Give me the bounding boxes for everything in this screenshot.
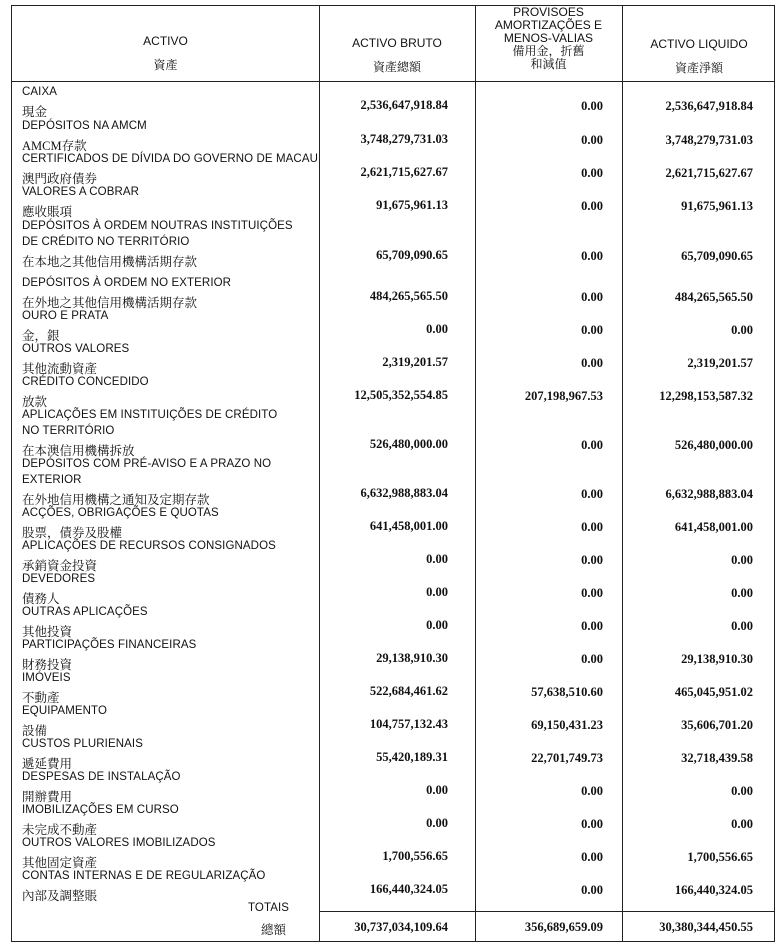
row-label-zh: 未完成不動產 bbox=[22, 823, 98, 837]
row-activo-bruto: 29,138,910.30 bbox=[376, 651, 448, 665]
row-label-zh: 遞延費用 bbox=[22, 757, 73, 771]
row-label-pt: APLICAÇÕES DE RECURSOS CONSIGNADOS bbox=[22, 540, 276, 552]
row-provisoes: 207,198,967.53 bbox=[524, 389, 603, 403]
row-label-pt: EXTERIOR bbox=[22, 474, 82, 486]
header-bruto-pt: ACTIVO BRUTO bbox=[352, 36, 442, 50]
row-label-pt: APLICAÇÕES EM INSTITUIÇÕES DE CRÉDITO bbox=[22, 409, 278, 421]
row-activo-bruto: 0.00 bbox=[426, 322, 448, 336]
row-label-zh: 金，銀 bbox=[22, 329, 60, 343]
totals-provisoes: 356,689,659.09 bbox=[524, 920, 603, 934]
row-activo-liquido: 0.00 bbox=[731, 817, 753, 831]
row-label-zh: 股票，債券及股權 bbox=[22, 526, 123, 540]
row-label-pt: DEPÓSITOS À ORDEM NOUTRAS INSTITUIÇÕES bbox=[22, 220, 293, 232]
header-prov-pt-1: PROVISOES bbox=[513, 5, 584, 19]
totals-activo-bruto: 30,737,034,109.64 bbox=[354, 920, 448, 934]
row-label-zh: 在外地之其他信用機構活期存款 bbox=[22, 296, 198, 310]
row-activo-bruto: 6,632,988,883.04 bbox=[360, 486, 448, 500]
row-activo-liquido: 641,458,001.00 bbox=[674, 520, 753, 534]
row-provisoes: 0.00 bbox=[581, 553, 603, 567]
row-provisoes: 57,638,510.60 bbox=[531, 685, 603, 699]
header-prov-zh-1: 備用金，折舊 bbox=[512, 44, 585, 58]
row-activo-liquido: 0.00 bbox=[731, 323, 753, 337]
row-label-pt: EQUIPAMENTO bbox=[22, 705, 108, 717]
row-label-pt: CERTIFICADOS DE DÍVIDA DO GOVERNO DE MACAU bbox=[22, 153, 319, 165]
row-activo-liquido: 3,748,279,731.03 bbox=[665, 133, 753, 147]
row-provisoes: 0.00 bbox=[581, 883, 603, 897]
row-label-pt: DEPÓSITOS COM PRÉ-AVISO E A PRAZO NO bbox=[22, 458, 272, 470]
row-label-zh: 承銷資金投資 bbox=[22, 559, 98, 573]
header-prov-zh-2: 和減值 bbox=[530, 57, 567, 71]
row-activo-liquido: 2,536,647,918.84 bbox=[665, 99, 753, 113]
row-label-zh: 澳門政府債券 bbox=[22, 172, 98, 186]
row-activo-liquido: 465,045,951.02 bbox=[674, 685, 753, 699]
row-activo-bruto: 0.00 bbox=[426, 552, 448, 566]
row-activo-bruto: 2,536,647,918.84 bbox=[360, 98, 448, 112]
row-activo-bruto: 641,458,001.00 bbox=[369, 519, 448, 533]
balance-sheet-table bbox=[11, 5, 775, 942]
header-activo-zh: 資產 bbox=[153, 58, 178, 72]
row-activo-liquido: 484,265,565.50 bbox=[674, 290, 753, 304]
row-provisoes: 0.00 bbox=[581, 133, 603, 147]
row-activo-bruto: 484,265,565.50 bbox=[369, 289, 448, 303]
totals-label-pt: TOTAIS bbox=[248, 902, 290, 914]
row-activo-bruto: 0.00 bbox=[426, 585, 448, 599]
row-label-pt: CONTAS INTERNAS E DE REGULARIZAÇÃO bbox=[22, 870, 266, 882]
row-activo-bruto: 104,757,132.43 bbox=[369, 717, 448, 731]
header-activo-bruto bbox=[319, 36, 475, 75]
row-label-zh: 債務人 bbox=[22, 592, 60, 606]
row-label-zh: 應收賬項 bbox=[22, 205, 73, 219]
row-label-zh: 放款 bbox=[22, 395, 48, 409]
row-provisoes: 0.00 bbox=[581, 356, 603, 370]
row-activo-liquido: 6,632,988,883.04 bbox=[665, 487, 753, 501]
row-label-pt: DEPÓSITOS À ORDEM NO EXTERIOR bbox=[22, 277, 232, 289]
header-activo-pt: ACTIVO bbox=[143, 34, 188, 48]
row-provisoes: 0.00 bbox=[581, 166, 603, 180]
header-bruto-zh: 資產總額 bbox=[372, 60, 421, 74]
row-provisoes: 0.00 bbox=[581, 784, 603, 798]
row-activo-bruto: 2,319,201.57 bbox=[382, 355, 448, 369]
row-activo-bruto: 522,684,461.62 bbox=[369, 684, 448, 698]
row-provisoes: 0.00 bbox=[581, 199, 603, 213]
row-label-pt: PARTICIPAÇÕES FINANCEIRAS bbox=[22, 639, 197, 651]
row-provisoes: 69,150,431.23 bbox=[531, 718, 603, 732]
totals-label-zh: 總額 bbox=[261, 923, 287, 937]
row-label-zh: 開辦費用 bbox=[22, 790, 73, 804]
row-activo-liquido: 12,298,153,587.32 bbox=[659, 389, 753, 403]
row-label-zh: AMCM存款 bbox=[22, 139, 87, 153]
row-activo-liquido: 2,319,201.57 bbox=[687, 356, 753, 370]
row-label-pt: IMOBILIZAÇÕES EM CURSO bbox=[22, 804, 179, 816]
row-activo-bruto: 0.00 bbox=[426, 783, 448, 797]
row-activo-liquido: 526,480,000.00 bbox=[674, 438, 753, 452]
header-liquido-zh: 資產淨額 bbox=[674, 61, 723, 75]
header-liquido-pt: ACTIVO LIQUIDO bbox=[650, 37, 748, 51]
row-label-pt: NO TERRITÓRIO bbox=[22, 425, 115, 437]
row-label-pt: CAIXA bbox=[22, 86, 58, 98]
row-label-pt: CUSTOS PLURIENAIS bbox=[22, 738, 143, 750]
row-activo-liquido: 91,675,961.13 bbox=[681, 199, 753, 213]
row-label-pt: OUTROS VALORES IMOBILIZADOS bbox=[22, 837, 216, 849]
row-label-zh: 在本澳信用機構拆放 bbox=[22, 444, 135, 458]
row-activo-liquido: 0.00 bbox=[731, 586, 753, 600]
row-label-pt: OUTROS VALORES bbox=[22, 343, 130, 355]
totals-divider bbox=[319, 911, 774, 912]
row-label-pt: CRÉDITO CONCEDIDO bbox=[22, 376, 149, 388]
row-provisoes: 0.00 bbox=[581, 817, 603, 831]
row-provisoes: 0.00 bbox=[581, 99, 603, 113]
row-label-pt: DEVEDORES bbox=[22, 573, 96, 585]
row-label-pt: DESPESAS DE INSTALAÇÃO bbox=[22, 771, 181, 783]
row-activo-bruto: 166,440,324.05 bbox=[369, 882, 448, 896]
row-label-zh: 在本地之其他信用機構活期存款 bbox=[22, 255, 198, 269]
row-provisoes: 22,701,749.73 bbox=[531, 751, 603, 765]
row-provisoes: 0.00 bbox=[581, 323, 603, 337]
row-label-zh: 設備 bbox=[22, 724, 48, 738]
row-activo-liquido: 1,700,556.65 bbox=[687, 850, 753, 864]
row-activo-liquido: 2,621,715,627.67 bbox=[665, 166, 753, 180]
totals-activo-liquido: 30,380,344,450.55 bbox=[659, 920, 753, 934]
row-activo-liquido: 35,606,701.20 bbox=[681, 718, 753, 732]
row-activo-liquido: 29,138,910.30 bbox=[681, 652, 753, 666]
row-activo-bruto: 12,505,352,554.85 bbox=[354, 388, 448, 402]
row-label-zh: 其他固定資產 bbox=[22, 856, 98, 870]
row-provisoes: 0.00 bbox=[581, 619, 603, 633]
row-provisoes: 0.00 bbox=[581, 586, 603, 600]
header-prov-pt-2: AMORTIZAÇÕES E bbox=[494, 18, 603, 32]
header-activo-liquido bbox=[622, 37, 776, 76]
row-provisoes: 0.00 bbox=[581, 652, 603, 666]
header-activo bbox=[12, 34, 319, 73]
row-provisoes: 0.00 bbox=[581, 520, 603, 534]
row-label-zh: 其他流動資產 bbox=[22, 362, 98, 376]
row-label-pt: ACÇÕES, OBRIGAÇÕES E QUOTAS bbox=[22, 507, 219, 519]
row-activo-bruto: 1,700,556.65 bbox=[382, 849, 448, 863]
row-activo-liquido: 0.00 bbox=[731, 784, 753, 798]
row-provisoes: 0.00 bbox=[581, 487, 603, 501]
row-label-pt: OUTRAS APLICAÇÕES bbox=[22, 606, 148, 618]
row-label-zh: 內部及調整賬 bbox=[22, 889, 98, 903]
row-activo-bruto: 0.00 bbox=[426, 618, 448, 632]
row-activo-bruto: 2,621,715,627.67 bbox=[360, 165, 448, 179]
header-prov-pt-3: MENOS-VALIAS bbox=[503, 31, 594, 45]
row-provisoes: 0.00 bbox=[581, 438, 603, 452]
row-activo-bruto: 91,675,961.13 bbox=[376, 198, 448, 212]
row-label-pt: IMÓVEIS bbox=[22, 672, 71, 684]
row-label-pt: DEPÓSITOS NA AMCM bbox=[22, 120, 147, 132]
row-label-zh: 其他投資 bbox=[22, 625, 73, 639]
row-activo-bruto: 3,748,279,731.03 bbox=[360, 132, 448, 146]
header-divider bbox=[12, 81, 774, 82]
row-activo-liquido: 0.00 bbox=[731, 553, 753, 567]
row-provisoes: 0.00 bbox=[581, 850, 603, 864]
row-label-zh: 財務投資 bbox=[22, 658, 73, 672]
row-activo-liquido: 0.00 bbox=[731, 619, 753, 633]
row-label-pt: DE CRÉDITO NO TERRITÓRIO bbox=[22, 236, 190, 248]
row-label-zh: 在外地信用機構之通知及定期存款 bbox=[22, 493, 210, 507]
row-provisoes: 0.00 bbox=[581, 290, 603, 304]
header-provisoes bbox=[475, 6, 622, 71]
row-provisoes: 0.00 bbox=[581, 249, 603, 263]
row-activo-bruto: 526,480,000.00 bbox=[369, 437, 448, 451]
row-label-pt: OURO E PRATA bbox=[22, 310, 109, 322]
row-activo-bruto: 0.00 bbox=[426, 816, 448, 830]
row-activo-bruto: 65,709,090.65 bbox=[376, 248, 448, 262]
row-label-zh: 現金 bbox=[22, 105, 48, 119]
row-label-pt: VALORES A COBRAR bbox=[22, 186, 140, 198]
row-activo-liquido: 32,718,439.58 bbox=[681, 751, 753, 765]
row-activo-liquido: 65,709,090.65 bbox=[681, 249, 753, 263]
row-activo-bruto: 55,420,189.31 bbox=[376, 750, 448, 764]
row-label-zh: 不動產 bbox=[22, 691, 60, 705]
row-activo-liquido: 166,440,324.05 bbox=[674, 883, 753, 897]
